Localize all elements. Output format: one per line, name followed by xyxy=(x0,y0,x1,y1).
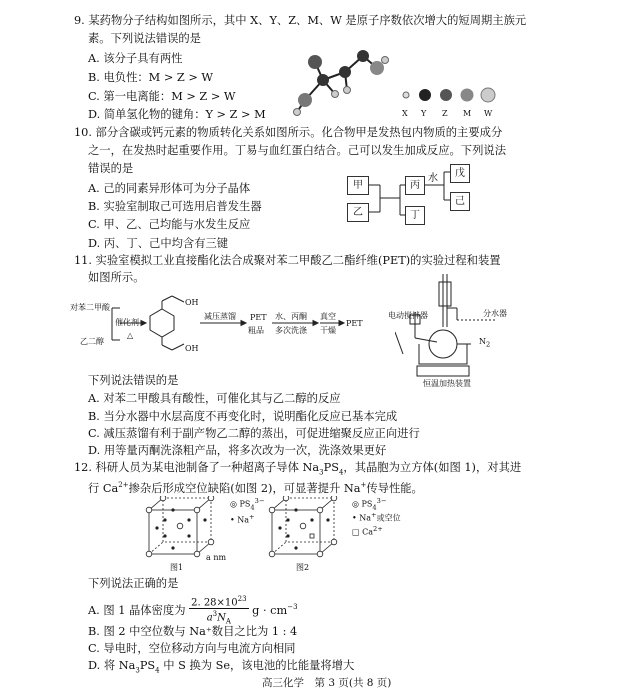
q11-prompt: 下列说法错误的是 xyxy=(88,374,179,387)
q10-node-ji: 己 xyxy=(450,192,470,211)
q12-fig1-caption: 图1 xyxy=(170,563,184,572)
q10-stem-line3: 错误的是 xyxy=(88,162,134,175)
q11-oh-bottom: OH xyxy=(185,344,199,353)
q9-option-d: D. 简单氢化物的键角：Y > Z > M xyxy=(88,108,266,121)
q11-reaction-scheme xyxy=(100,295,380,360)
q10-node-ding: 丁 xyxy=(405,206,425,225)
q11-option-d: D. 用等量丙酮洗涤粗产品，将多次改为一次，洗涤效果更好 xyxy=(88,444,387,457)
q11-step-vacuum: 真空 xyxy=(320,312,336,321)
q11-stem-line1: 11. 实验室模拟工业直接酯化法合成聚对苯二甲酸乙二酯纤维(PET)的实验过程和装置 xyxy=(74,254,501,267)
q12-crystal-fig1 xyxy=(145,496,225,558)
q12-prompt: 下列说法正确的是 xyxy=(88,577,179,590)
q11-option-c: C. 减压蒸馏有利于副产物乙二醇的蒸出，可促进缩聚反应正向进行 xyxy=(88,427,420,440)
q12-option-c: C. 导电时，空位移动方向与电流方向相同 xyxy=(88,642,296,655)
q11-step-dry: 干燥 xyxy=(320,326,336,335)
q9-atom-legend xyxy=(398,84,498,106)
q11-step-reduced-distill: 减压蒸馏 xyxy=(204,312,236,321)
q12-stem-line1: 12. 科研人员为某电池制备了一种超离子导体 $Na_3PS_4$，其晶胞为立方体(如图 1)，对其进 xyxy=(74,461,522,477)
q11-apparatus xyxy=(395,272,520,390)
q9-legend-z: Z xyxy=(442,109,448,118)
q9-legend-m: M xyxy=(463,109,472,118)
q11-stirrer-label: 电动搅拌器 xyxy=(388,311,428,320)
q9-legend-w: W xyxy=(484,109,493,118)
q9-legend-y: Y xyxy=(421,109,427,118)
q12-option-b: B. 图 2 中空位数与 Na⁺数目之比为 1 : 4 xyxy=(88,625,298,638)
q12-option-d: D. 将 $Na_3PS_4$ 中 S 换为 Se，该电池的比能量将增大 xyxy=(88,659,355,675)
q10-stem-line1: 10. 部分含碳或钙元素的物质转化关系如图所示。化合物甲是发热包内物质的主要成分 xyxy=(74,126,503,139)
q11-crude-pet: PET xyxy=(250,313,267,322)
q9-option-b: B. 电负性：M > Z > W xyxy=(88,71,213,84)
q12-fig2-legend-na-vacancy: • Na+或空位 xyxy=(352,511,401,523)
q9-legend-x: X xyxy=(402,109,408,118)
q12-fig1-legend-na: • Na+ xyxy=(230,513,255,525)
q11-crude-label: 粗品 xyxy=(248,326,264,335)
q12-fig1-legend-ps4: ◎ $PS_4^{3-}$ xyxy=(230,497,265,512)
q12-density-fraction: $\frac{2. 28\times 10^{23}}{a^3N_A}$ xyxy=(191,595,247,626)
q12-crystal-fig2 xyxy=(268,496,348,558)
q12-fig2-caption: 图2 xyxy=(296,563,310,572)
q11-reactant-glycol: 乙二醇 xyxy=(80,337,104,346)
q12-option-a: A. 图 1 晶体密度为 $\frac{2. 28\times 10^{23}}{a^3N_A}$ $g \cdot cm^{-3}$ xyxy=(88,595,298,626)
q12-stem-line2: 行 $Ca^{2+}$掺杂后形成空位缺陷(如图 2)，可显著提升 Na+传导性能。 xyxy=(88,481,423,495)
q10-stem-line2: 之一，在发热时起重要作用。丁易与血红蛋白结合。己可以发生加成反应。下列说法 xyxy=(88,144,506,157)
q9-option-a: A. 该分子具有两性 xyxy=(88,52,183,65)
q10-option-d: D. 丙、丁、己中均含有三键 xyxy=(88,237,229,250)
q9-option-c: C. 第一电离能：M > Z > W xyxy=(88,90,236,103)
q11-bath-label: 恒温加热装置 xyxy=(423,379,471,388)
q10-option-a: A. 己的同素异形体可为分子晶体 xyxy=(88,182,251,195)
q11-stem-line2: 如图所示。 xyxy=(88,271,145,284)
q10-node-jia: 甲 xyxy=(347,176,369,195)
q10-node-bing: 丙 xyxy=(405,176,425,195)
q11-option-a: A. 对苯二甲酸具有酸性，可催化其与乙二醇的反应 xyxy=(88,392,341,405)
q10-node-wu: 戊 xyxy=(450,164,470,183)
page-footer: 高三化学 第 3 页(共 8 页) xyxy=(262,677,392,689)
q11-separator-label: 分水器 xyxy=(483,309,507,318)
q12-fig1-edge-label: a nm xyxy=(206,553,227,562)
q12-fig2-legend-ps4: ◎ $PS_4^{3-}$ xyxy=(352,497,387,512)
q10-water-label: 水 xyxy=(428,173,438,184)
q12-fig2-legend-ca: □ $Ca^{2+}$ xyxy=(352,525,383,537)
q11-reactant-terephthalic: 对苯二甲酸 xyxy=(70,303,110,312)
q11-catalyst: 催化剂 xyxy=(115,318,139,327)
q11-option-b: B. 当分水器中水层高度不再变化时，说明酯化反应已基本完成 xyxy=(88,410,398,423)
q10-option-c: C. 甲、乙、己均能与水发生反应 xyxy=(88,218,251,231)
q10-option-b: B. 实验室制取己可选用启普发生器 xyxy=(88,200,262,213)
q11-heat: △ xyxy=(127,331,134,340)
q9-stem-line1: 9. 某药物分子结构如图所示，其中 X、Y、Z、M、W 是原子序数依次增大的短周期主族元 xyxy=(74,14,527,27)
q10-node-yi: 乙 xyxy=(347,203,369,222)
q11-n2-label: $N_2$ xyxy=(479,337,491,349)
q11-oh-top: OH xyxy=(185,298,199,307)
q11-step-wash-solvent: 水、丙酮 xyxy=(275,312,307,321)
q11-step-wash: 多次洗涤 xyxy=(275,326,307,335)
q11-product-pet: PET xyxy=(346,319,363,328)
q9-molecule-diagram xyxy=(285,42,405,122)
q9-stem-line2: 素。下列说法错误的是 xyxy=(88,32,201,45)
